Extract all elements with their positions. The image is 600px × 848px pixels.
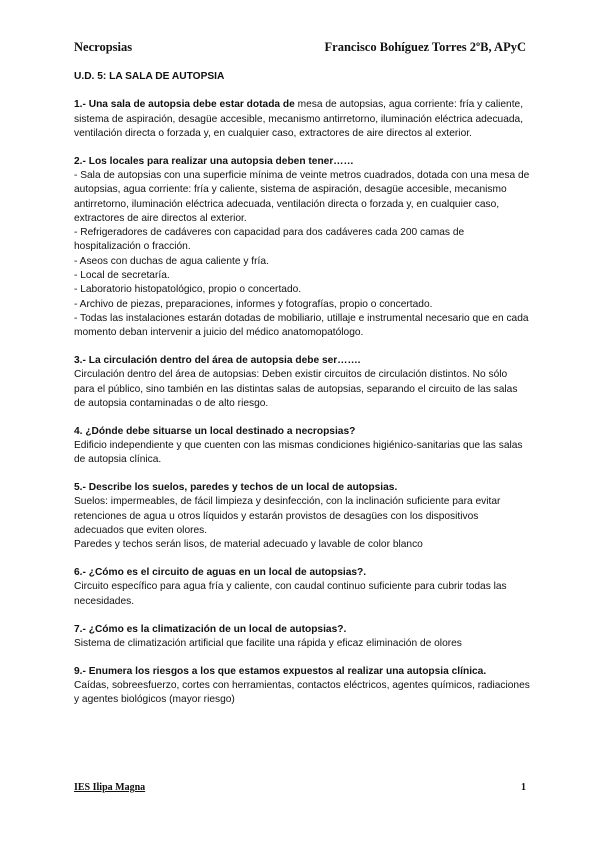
question-6: [74, 566, 530, 609]
question-4-title: 4. ¿Dónde debe situarse un local destinado a necropsias?: [74, 425, 356, 437]
question-3-answer: Circulación dentro del área de autopsias: Deben existir circuitos de circulación distintos. No sólo para el público, sino también en las distintas salas de autopsias, separando el circuito de las salas de autopsia contaminadas o de alto riesgo.: [74, 369, 518, 409]
question-3-title: 3.- La circulación dentro del área de autopsia debe ser…….: [74, 355, 361, 367]
question-6-title: 6.- ¿Cómo es el circuito de aguas en un local de autopsias?.: [74, 567, 367, 579]
question-5-answer-floors: Suelos: impermeables, de fácil limpieza y desinfección, con la inclinación suficiente para evitar retenciones de agua u otros líquidos y estarán provistos de desagües con los dispositivos adecuados que eviten olores.: [74, 496, 501, 537]
question-1-answer: mesa de autopsias, agua corriente: fría y caliente, sistema de aspiración, desagüe accesible, mecanismo antirretorno, iluminación eléctrica adecuada, ventilación directa o forzada y, en cualquier caso, extractores de aire directos al exterior.: [74, 99, 524, 139]
question-2-item: - Todas las instalaciones estarán dotadas de mobiliario, utillaje e instrumental necesario que en cada momento deban intervenir a juicio del médico anatomopatólogo.: [74, 312, 529, 339]
question-2-item: - Aseos con duchas de agua caliente y fría.: [74, 255, 269, 267]
question-9: [74, 665, 530, 708]
question-4: [74, 425, 530, 468]
question-9-title: 9.- Enumera los riesgos a los que estamos expuestos al realizar una autopsia clínica.: [74, 665, 487, 677]
page-number: 1: [521, 782, 526, 793]
question-2-item: - Sala de autopsias con una superficie mínima de veinte metros cuadrados, dotada con una mesa de autopsias, agua corriente: fría y caliente, sistema de aspiración, desagüe accesible, mecanismo antirretorno, iluminación eléctrica adecuada, ventilación directa o forzada y, en cualquier caso, extractores de aire directos al exterior.: [74, 169, 530, 224]
question-3: [74, 354, 530, 411]
question-2-item: - Archivo de piezas, preparaciones, informes y fotografías, propio o concertado.: [74, 298, 433, 310]
question-2: [74, 155, 530, 341]
question-2-item: - Laboratorio histopatológico, propio o concertado.: [74, 284, 302, 296]
document-body: [74, 70, 530, 721]
question-2-item: - Refrigeradores de cadáveres con capacidad para dos cadáveres cada 200 camas de hospitalización o fracción.: [74, 227, 465, 253]
question-1-title: 1.- Una sala de autopsia debe estar dotada de: [74, 99, 295, 111]
question-5-title: 5.- Describe los suelos, paredes y techos de un local de autopsias.: [74, 482, 398, 494]
question-7: [74, 623, 530, 652]
question-7-title: 7.- ¿Cómo es la climatización de un local de autopsias?.: [74, 623, 347, 635]
question-2-item: - Local de secretaría.: [74, 270, 170, 282]
footer-school: IES Ilipa Magna: [74, 782, 146, 793]
question-1: [74, 98, 530, 141]
question-9-answer: Caídas, sobreesfuerzo, cortes con herramientas, contactos eléctricos, agentes químicos, radiaciones y agentes biológicos (mayor riesgo): [74, 679, 530, 706]
question-5-answer-walls: Paredes y techos serán lisos, de material adecuado y lavable de color blanco: [74, 539, 423, 551]
question-6-answer: Circuito específico para agua fría y caliente, con caudal continuo suficiente para cubrir todas las necesidades.: [74, 581, 507, 607]
question-4-answer: Edificio independiente y que cuenten con las mismas condiciones higiénico-sanitarias que las salas de autopsia clínica.: [74, 440, 523, 466]
question-2-title: 2.- Los locales para realizar una autopsia deben tener……: [74, 155, 354, 167]
unit-title: U.D. 5: LA SALA DE AUTOPSIA: [74, 71, 225, 82]
question-7-answer: Sistema de climatización artificial que facilite una rápida y eficaz eliminación de olores: [74, 637, 462, 649]
header-subject: Necropsias: [74, 40, 133, 54]
question-5: [74, 481, 530, 552]
header-author: Francisco Bohíguez Torres 2ºB, APyC: [324, 40, 526, 54]
